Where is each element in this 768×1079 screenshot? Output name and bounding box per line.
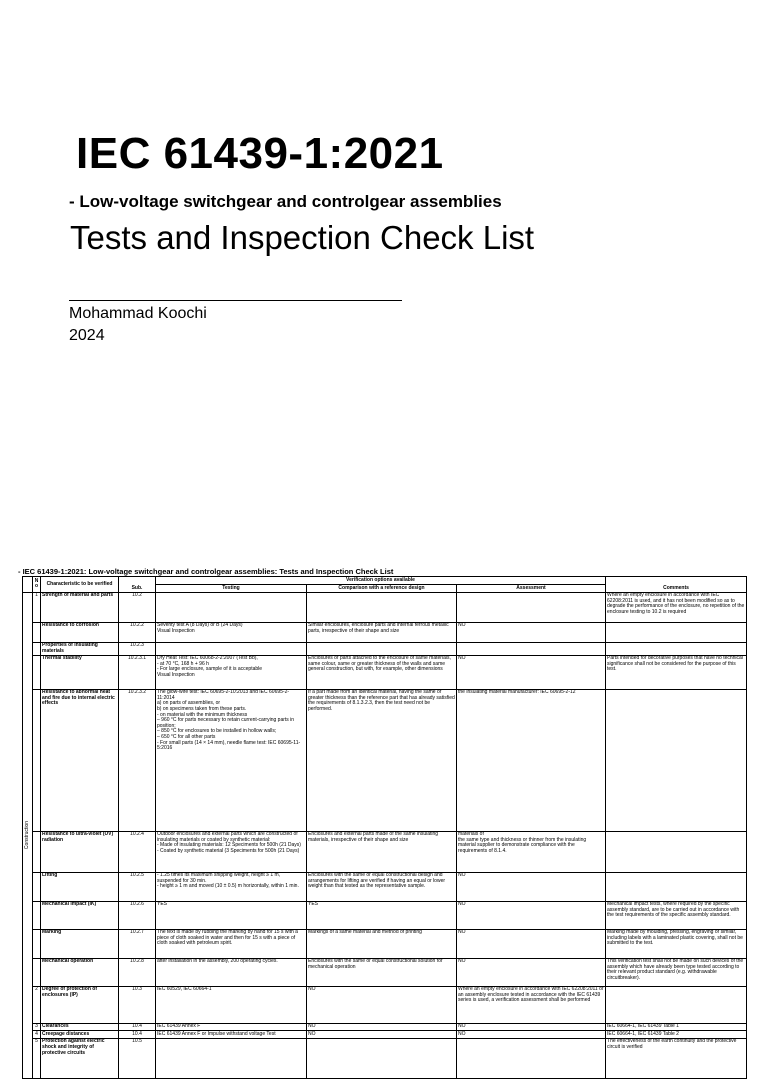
- header-sub: Sub.: [119, 577, 156, 593]
- table-row: [23, 689, 747, 831]
- row-comments: Marking made by moulding, pressing, engraving or similar, including labels with a laminated plastic covering, shall not be submitted to the test.: [606, 929, 747, 958]
- row-characteristic: Mechanical operation: [41, 958, 119, 986]
- row-assessment: NO: [457, 958, 606, 986]
- table-body: [23, 592, 747, 1078]
- table-row: [23, 958, 747, 986]
- row-number: [33, 655, 41, 689]
- category-header: [23, 577, 33, 593]
- row-number: 4: [33, 1031, 41, 1039]
- category-cell: [23, 592, 33, 1078]
- row-comparison: [307, 642, 457, 655]
- row-comments: The effectiveness of the earth continuity and the protective circuit is verified: [606, 1038, 747, 1078]
- table-row: [23, 1023, 747, 1031]
- row-number: [33, 929, 41, 958]
- row-assessment: the insulating material manufacturer: IEC 60695-2-12: [457, 689, 606, 831]
- row-comparison: NO: [307, 1031, 457, 1039]
- row-characteristic: Resistance to abnormal heat and fire due to internal electric effects: [41, 689, 119, 831]
- row-assessment: NO: [457, 901, 606, 929]
- row-comments: [606, 872, 747, 901]
- row-comments: [606, 622, 747, 642]
- row-comments: [606, 642, 747, 655]
- row-comparison: If a part made from an identical material, having the same or greater thickness than the reference part that has already satisfied the requirements of 8.1.3.2.3, then the test need not be performed.: [307, 689, 457, 831]
- table-row: [23, 831, 747, 872]
- row-number: [33, 689, 41, 831]
- document-title-secondary: Tests and Inspection Check List: [70, 219, 535, 256]
- row-subclause: 10.4: [119, 1023, 156, 1031]
- row-comparison: NO: [307, 1023, 457, 1031]
- row-number: [33, 622, 41, 642]
- row-number: [33, 958, 41, 986]
- row-characteristic: Strength of material and parts: [41, 592, 119, 622]
- row-comparison: Enclosures or parts attached to the enclosure of same materials, same colour, same or greater thickness of the walls and same general construction, but with, for example, other dimensions: [307, 655, 457, 689]
- row-assessment: NO: [457, 1031, 606, 1039]
- row-subclause: 10.3: [119, 986, 156, 1023]
- row-comments: IEC 60664-1, IEC 61439 Table 2: [606, 1031, 747, 1039]
- row-testing: IEC 61439 Annex F: [156, 1023, 307, 1031]
- document-title: IEC 61439-1:2021: [76, 129, 444, 178]
- row-assessment: NO: [457, 655, 606, 689]
- row-subclause: 10.2.2: [119, 622, 156, 642]
- row-subclause: 10.2.3.2: [119, 689, 156, 831]
- signature-line: [69, 300, 402, 301]
- row-subclause: 10.2.8: [119, 958, 156, 986]
- row-testing: IEC 60529, IEC 60664-1: [156, 986, 307, 1023]
- row-assessment: [457, 642, 606, 655]
- table-row: [23, 1031, 747, 1039]
- header-no: No: [33, 577, 41, 593]
- row-number: [33, 901, 41, 929]
- row-characteristic: Protection against electric shock and integrity of protective circuits: [41, 1038, 119, 1078]
- header-assessment: Assessment: [457, 585, 606, 593]
- row-comparison: YES: [307, 901, 457, 929]
- row-testing: [156, 592, 307, 622]
- row-comments: IEC 60664-1, IEC 61439 Table 1: [606, 1023, 747, 1031]
- row-subclause: 10.2.4: [119, 831, 156, 872]
- row-testing: IEC 61439 Annex F or Impulse withstand voltage Test: [156, 1031, 307, 1039]
- row-characteristic: Properties of insulating materials: [41, 642, 119, 655]
- row-number: [33, 642, 41, 655]
- header-characteristic: Characteristic to be verified: [41, 577, 119, 593]
- table-row: [23, 592, 747, 622]
- row-subclause: 10.5: [119, 1038, 156, 1078]
- header-verification-group: Verification options available: [156, 577, 606, 585]
- row-subclause: 10.2.7: [119, 929, 156, 958]
- table-row: [23, 929, 747, 958]
- checklist-table: [22, 576, 747, 1079]
- sheet-title: - IEC 61439-1:2021: Low-voltage switchgear and controlgear assemblies: Tests and Inspection Check List: [18, 567, 394, 576]
- row-testing: Dry Heat Test: IEC 60068-2-2:2007 (Test Bb), - at 70 °C, 168 h + 96 h - For large enclosure, sample of it is acceptable Visual Inspection: [156, 655, 307, 689]
- row-testing: YES: [156, 901, 307, 929]
- row-assessment: Where an empty enclosure in accordance with IEC 62208:2011 or an assembly enclosure tested in accordance with the IEC 61439 series is used, a verification assessment shall be performed: [457, 986, 606, 1023]
- row-comparison: [307, 1038, 457, 1078]
- row-number: 2: [33, 986, 41, 1023]
- row-comparison: Similar enclosures, enclosure parts and internal ferrous metallic parts, irrespective of their shape and size: [307, 622, 457, 642]
- row-testing: - 1.25 times its maximum shipping weight, height ≥ 1 m, suspended for 30 min. - height ≥ 1 m and moved (10 ± 0.5) m horizontally, within 1 min.: [156, 872, 307, 901]
- row-characteristic: Degree of protection of enclosures (IP): [41, 986, 119, 1023]
- header-testing: Testing: [156, 585, 307, 593]
- row-testing: The glow-wire test: IEC 60695-2-10:2013 and IEC 60695-2- 11:2014 a) on parts of assemblies, or b) on specimens taken from these parts. - on material with the minimum thickness – 960 °C for parts necessary to retain current-carrying parts in position; – 850 °C for enclosures to be installed in hollow walls; – 650 °C for all other parts - For small parts (14 × 14 mm), needle flame test: IEC 60695-11-5:2016: [156, 689, 307, 831]
- row-characteristic: Lifting: [41, 872, 119, 901]
- table-row: [23, 655, 747, 689]
- row-assessment: materials of the same type and thickness or thinner from the insulating material supplier to demonstrate compliance with the requirements of 8.1.4.: [457, 831, 606, 872]
- row-comments: Where an empty enclosure in accordance with IEC 62208:2011 is used, and it has not been modified so as to degrade the performance of the enclosure, no repetition of the enclosure testing to 10.2 is required: [606, 592, 747, 622]
- document-year: 2024: [69, 327, 105, 344]
- row-subclause: 10.2.3: [119, 642, 156, 655]
- row-number: [33, 831, 41, 872]
- row-assessment: NO: [457, 929, 606, 958]
- table-row: [23, 622, 747, 642]
- checklist-table-wrapper: [22, 576, 746, 1056]
- row-characteristic: Creepage distances: [41, 1031, 119, 1039]
- table-row: [23, 901, 747, 929]
- table-header-row: [23, 577, 747, 585]
- document-subtitle: - Low-voltage switchgear and controlgear assemblies: [69, 192, 502, 211]
- table-row: [23, 872, 747, 901]
- row-comparison: Enclosures with the same or equal constructional design and arrangements for lifting are verified if having an equal or lower weight than that tested as the representative sample.: [307, 872, 457, 901]
- row-testing: The text is made by rubbing the marking by hand for 15 s with a piece of cloth soaked in water and then for 15 s with a piece of cloth soaked with petroleum spirit.: [156, 929, 307, 958]
- row-number: 5: [33, 1038, 41, 1078]
- row-comparison: Enclosures and external parts made of the same insulating materials, irrespective of their shape and size: [307, 831, 457, 872]
- row-characteristic: Mechanical impact (IK): [41, 901, 119, 929]
- row-comparison: NO: [307, 986, 457, 1023]
- row-comments: [606, 689, 747, 831]
- header-comparison: Comparison with a reference design: [307, 585, 457, 593]
- row-characteristic: Marking: [41, 929, 119, 958]
- row-number: [33, 872, 41, 901]
- row-assessment: NO: [457, 872, 606, 901]
- row-testing: [156, 1038, 307, 1078]
- row-characteristic: Resistance to corrosion: [41, 622, 119, 642]
- row-comments: Mechanical impact tests, where required by the specific assembly standard, are to be carried out in accordance with the test requirements of the specific assembly standard.: [606, 901, 747, 929]
- row-comparison: Markings of a same material and method of printing: [307, 929, 457, 958]
- row-comparison: [307, 592, 457, 622]
- row-subclause: 10.2.5: [119, 872, 156, 901]
- table-row: [23, 642, 747, 655]
- row-subclause: 10.2: [119, 592, 156, 622]
- row-number: 3: [33, 1023, 41, 1031]
- author-name: Mohammad Koochi: [69, 305, 207, 322]
- row-characteristic: Resistance to ultra-violet (UV) radiation: [41, 831, 119, 872]
- row-subclause: 10.2.6: [119, 901, 156, 929]
- row-testing: after installation in the assembly, 200 operating cycles.: [156, 958, 307, 986]
- row-testing: Severity test A (8 Days) or B (24 Days) Visual Inspection: [156, 622, 307, 642]
- table-row: [23, 1038, 747, 1078]
- row-assessment: [457, 592, 606, 622]
- row-number: 1: [33, 592, 41, 622]
- row-assessment: [457, 1038, 606, 1078]
- category-label: Construction: [23, 821, 30, 850]
- row-subclause: 10.2.3.1: [119, 655, 156, 689]
- row-comments: [606, 986, 747, 1023]
- row-assessment: NO: [457, 622, 606, 642]
- row-testing: [156, 642, 307, 655]
- row-comments: This verification test shall not be made on such devices of the assembly which have already been type tested according to their relevant product standard (e.g. withdrawable circuitbreaker).: [606, 958, 747, 986]
- row-testing: Outdoor enclosures and external parts which are constructed of insulating materials or coated by synthetic material: - Made of insulating materials: 12 Speciments for 500h (21 Days) - Coated by synthetic material (3 Speciments for 500h (21 Days): [156, 831, 307, 872]
- row-comments: [606, 831, 747, 872]
- row-characteristic: Clearances: [41, 1023, 119, 1031]
- row-characteristic: Thermal stability: [41, 655, 119, 689]
- table-row: [23, 986, 747, 1023]
- row-comparison: Enclosures with the same or equal constructional solution for mechanical operation: [307, 958, 457, 986]
- row-subclause: 10.4: [119, 1031, 156, 1039]
- row-assessment: NO: [457, 1023, 606, 1031]
- row-comments: Parts intended for decorative purposes that have no technical significance shall not be considered for the purpose of this test.: [606, 655, 747, 689]
- header-comments: Comments: [606, 577, 747, 593]
